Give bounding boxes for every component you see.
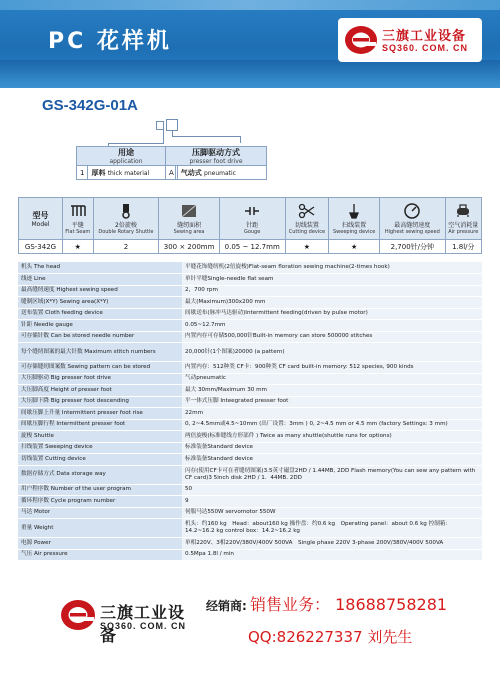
spec-key: 数据存储方式 Data storage way [18,465,182,484]
spec-value: 22mm [182,408,482,420]
spec-key: 马达 Motor [18,507,182,519]
sewing-area-icon [180,203,198,219]
spec-row [18,484,482,496]
spec-row [18,507,482,519]
spec-value: 气动pneumatic [182,373,482,385]
spec-row [18,496,482,508]
spec-key: 大压脚高度 Height of presser foot [18,385,182,397]
spec-value: 机头：约160 kg Head：about160 kg 操作盘：约0.6 kg Operating panel：about 0.6 kg 控制箱：14.2~16.2 kg control box：14.2~16.2 kg [182,519,482,538]
spec-key: 最高缝纫速度 Highest sewing speed [18,285,182,297]
gauge-label-en: Gouge [244,228,261,235]
code-slot-1 [156,121,164,130]
spec-value: 闪存(使用CF卡可在者缝纫图案)3.5英寸磁盘2HD / 1.44MB, 2DD Flash memory(You can sew any pattern with CF card)3 5inch disk 2HD / 1．44MB. 2DD [182,465,482,484]
double-rotary-shuttle-icon [117,203,135,219]
spec-row [18,396,482,408]
spec-key: 每个缝纫图案的最大针数 Maximum stitch numbers [18,343,182,362]
sewing-area-label: 缝纫面积 [177,221,202,229]
gauge-label: 针距 [246,221,259,229]
gauge-icon [243,203,261,219]
spec-key: 可存储缝纫图案数 Sewing pattern can be stored [18,362,182,374]
spec-row [18,343,482,362]
drive-value: 气动式 [180,168,202,177]
speedometer-icon [403,203,421,219]
page-title: PC 花样机 [48,29,172,54]
cutting-label: 切线装置 [294,221,319,229]
spec-row [18,465,482,484]
spec-value: 9 [182,496,482,508]
flat-seam-label: 平缝 [71,221,84,229]
spec-row [18,262,482,274]
sweeping-device-icon [345,203,363,219]
spec-key: 大压脚下降 Big presser foot descending [18,396,182,408]
sewing-area-label-en: Sewing area [173,228,205,235]
spec-key: 重量 Weight [18,519,182,538]
feature-table [18,197,482,254]
spec-value: 平一体式压脚 Inteegrated presser foot [182,396,482,408]
model-label: 型号 [32,210,49,220]
spec-value: 最大 30mm/Maximum 30 mm [182,385,482,397]
spec-row [18,549,482,561]
spec-value: 两倍旋梭(标准缝线方形部件 ) Twice as many shuttle(shuttle runs for options) [182,431,482,443]
spec-key: 扫线装置 Sweeping device [18,442,182,454]
header-lower-band [0,60,500,88]
gauge-value: 0.05 ~ 12.7mm [219,240,285,254]
spec-value: 单针平缝Single-needle flat seam [182,274,482,286]
sales-phone: 销售业务： 18688758281 [250,595,448,614]
sweeping-value: ★ [329,240,380,254]
spec-row [18,308,482,320]
spec-key: 大压脚驱动 Big presser foot drive [18,373,182,385]
spec-key: 可存储针数 Can be stored needle number [18,331,182,343]
spec-key: 线迹 Line [18,274,182,286]
model-title: GS-342G-01A [42,97,138,114]
drive-value-en: pneumatic [204,169,236,177]
qq-contact: QQ:826227337 刘先生 [248,628,413,646]
spec-value: 50 [182,484,482,496]
code-connector [240,136,241,143]
spec-key: 电源 Power [18,538,182,550]
spec-value: 0.05~12.7mm [182,320,482,332]
spec-value: 0, 2~4.5mm或4.5~10mm (出厂设置：3mm ) 0, 2~4.5 mm or 4.5 mm (factory Settings: 3 mm) [182,419,482,431]
spec-key: 送布装置 Cloth feeding device [18,308,182,320]
footer-brand-cn: 三旗工业设备 [100,603,186,645]
header-highlight [0,0,500,10]
sweeping-label: 扫线装置 [342,221,367,229]
spec-value: 内置内存可存储500,000针Built-in memory can store 500000 stitches [182,331,482,343]
spec-row [18,419,482,431]
footer-logo [60,596,190,645]
spec-value: 0.5Mpa 1.8l / min [182,549,482,561]
air-value: 1.8l/分 [445,240,481,254]
spec-row [18,331,482,343]
brand-name-cn: 三旗工业设备 [382,29,467,44]
spec-key: 气压 Air pressure [18,549,182,561]
spec-value: 平缝花饰缝纫机(2倍旋梭)Flat-seam floration sewing machine(2-times hook) [182,262,482,274]
flat-seam-value: ★ [63,240,94,254]
spec-value: 标准装备Standard device [182,454,482,466]
application-value: 厚料 [91,168,106,177]
dealer-label: 经销商: [206,599,247,613]
cutting-device-icon [298,203,316,219]
footer-logo-icon [60,598,96,632]
application-value-en: thick material [107,169,150,177]
speed-label-en: Highest sewing speed [384,228,440,235]
code-connector [172,136,240,137]
header-banner [0,0,500,88]
drive-heading: 压脚驱动方式 [192,148,240,157]
speed-value: 2,700针/分钟 [380,240,446,254]
air-pressure-icon [454,203,472,219]
application-heading-en: application [109,158,143,165]
spec-row [18,362,482,374]
brand-name-en: SQ360. COM. CN [382,43,469,53]
cutting-value: ★ [285,240,329,254]
brand-logo-icon [344,24,378,56]
spec-table [18,262,482,561]
drive-heading-en: presser foot drive [189,158,243,165]
spec-row [18,408,482,420]
model-label-en: Model [31,220,50,228]
spec-key: 循环程序数 Cycle program number [18,496,182,508]
spec-value: 内置内存：512种类 CF卡：900种类 CF card built-in memory: 512 species, 900 kinds [182,362,482,374]
spec-row [18,373,482,385]
application-heading: 用途 [118,148,134,157]
air-label-en: Air pressure [448,228,479,235]
spec-key: 间歇压脚行程 Intermittent presser foot [18,419,182,431]
spec-value: 单相220V、3相220V/380V/400V 500VA Single phase 220V 3-phase 200V/380V/400V 500VA [182,538,482,550]
spec-row [18,297,482,309]
spec-key: 机头 The head [18,262,182,274]
flat-seam-label-en: Flat Seam [65,228,91,235]
spec-key: 切线装置 Cutting device [18,454,182,466]
footer-brand-en: SQ360. COM. CN [100,621,187,631]
speed-label: 最高缝纫速度 [394,221,431,229]
air-label: 空气消耗量 [448,221,479,229]
shuttle-label: 2倍旋梭 [115,221,137,229]
drive-option [165,146,267,180]
spec-value: 伺服马达550W servomotor 550W [182,507,482,519]
brand-logo [338,18,482,62]
spec-row [18,519,482,538]
model-value: GS-342G [19,240,63,254]
spec-row [18,538,482,550]
shuttle-value: 2 [93,240,159,254]
flat-seam-icon [69,203,87,219]
cutting-label-en: Cutting device [288,228,326,235]
spec-row [18,320,482,332]
drive-code: A [166,166,178,180]
code-slot-2 [166,119,178,131]
spec-value: 标准装备Standard device [182,442,482,454]
spec-value: 最大(Maximum)300x200 mm [182,297,482,309]
spec-key: 缝制区域(X*Y) Sewing area(X*Y) [18,297,182,309]
code-connector [163,130,164,143]
spec-key: 用户程序数 Number of the user program [18,484,182,496]
application-code: 1 [77,166,88,180]
spec-row [18,285,482,297]
application-option [76,146,176,180]
spec-row [18,454,482,466]
shuttle-label-en: Double Rotary Shuttle [98,228,154,235]
spec-key: 间歇压脚上升量 Intermittent presser foot rise [18,408,182,420]
spec-value: 2，700 rpm [182,285,482,297]
spec-value: 20,000针(1个图案)20000 (a pattern) [182,343,482,362]
spec-row [18,431,482,443]
spec-row [18,385,482,397]
spec-row [18,442,482,454]
spec-key: 旋梭 Shuttle [18,431,182,443]
spec-value: 间歇送布(脉冲马达驱动)Intermittent feeding(driven by pulse motor) [182,308,482,320]
spec-key: 针距 Needle gauge [18,320,182,332]
code-connector [108,143,164,144]
spec-row [18,274,482,286]
sewing-area-value: 300 × 200mm [159,240,220,254]
sweeping-label-en: Sweeping device [333,228,376,235]
